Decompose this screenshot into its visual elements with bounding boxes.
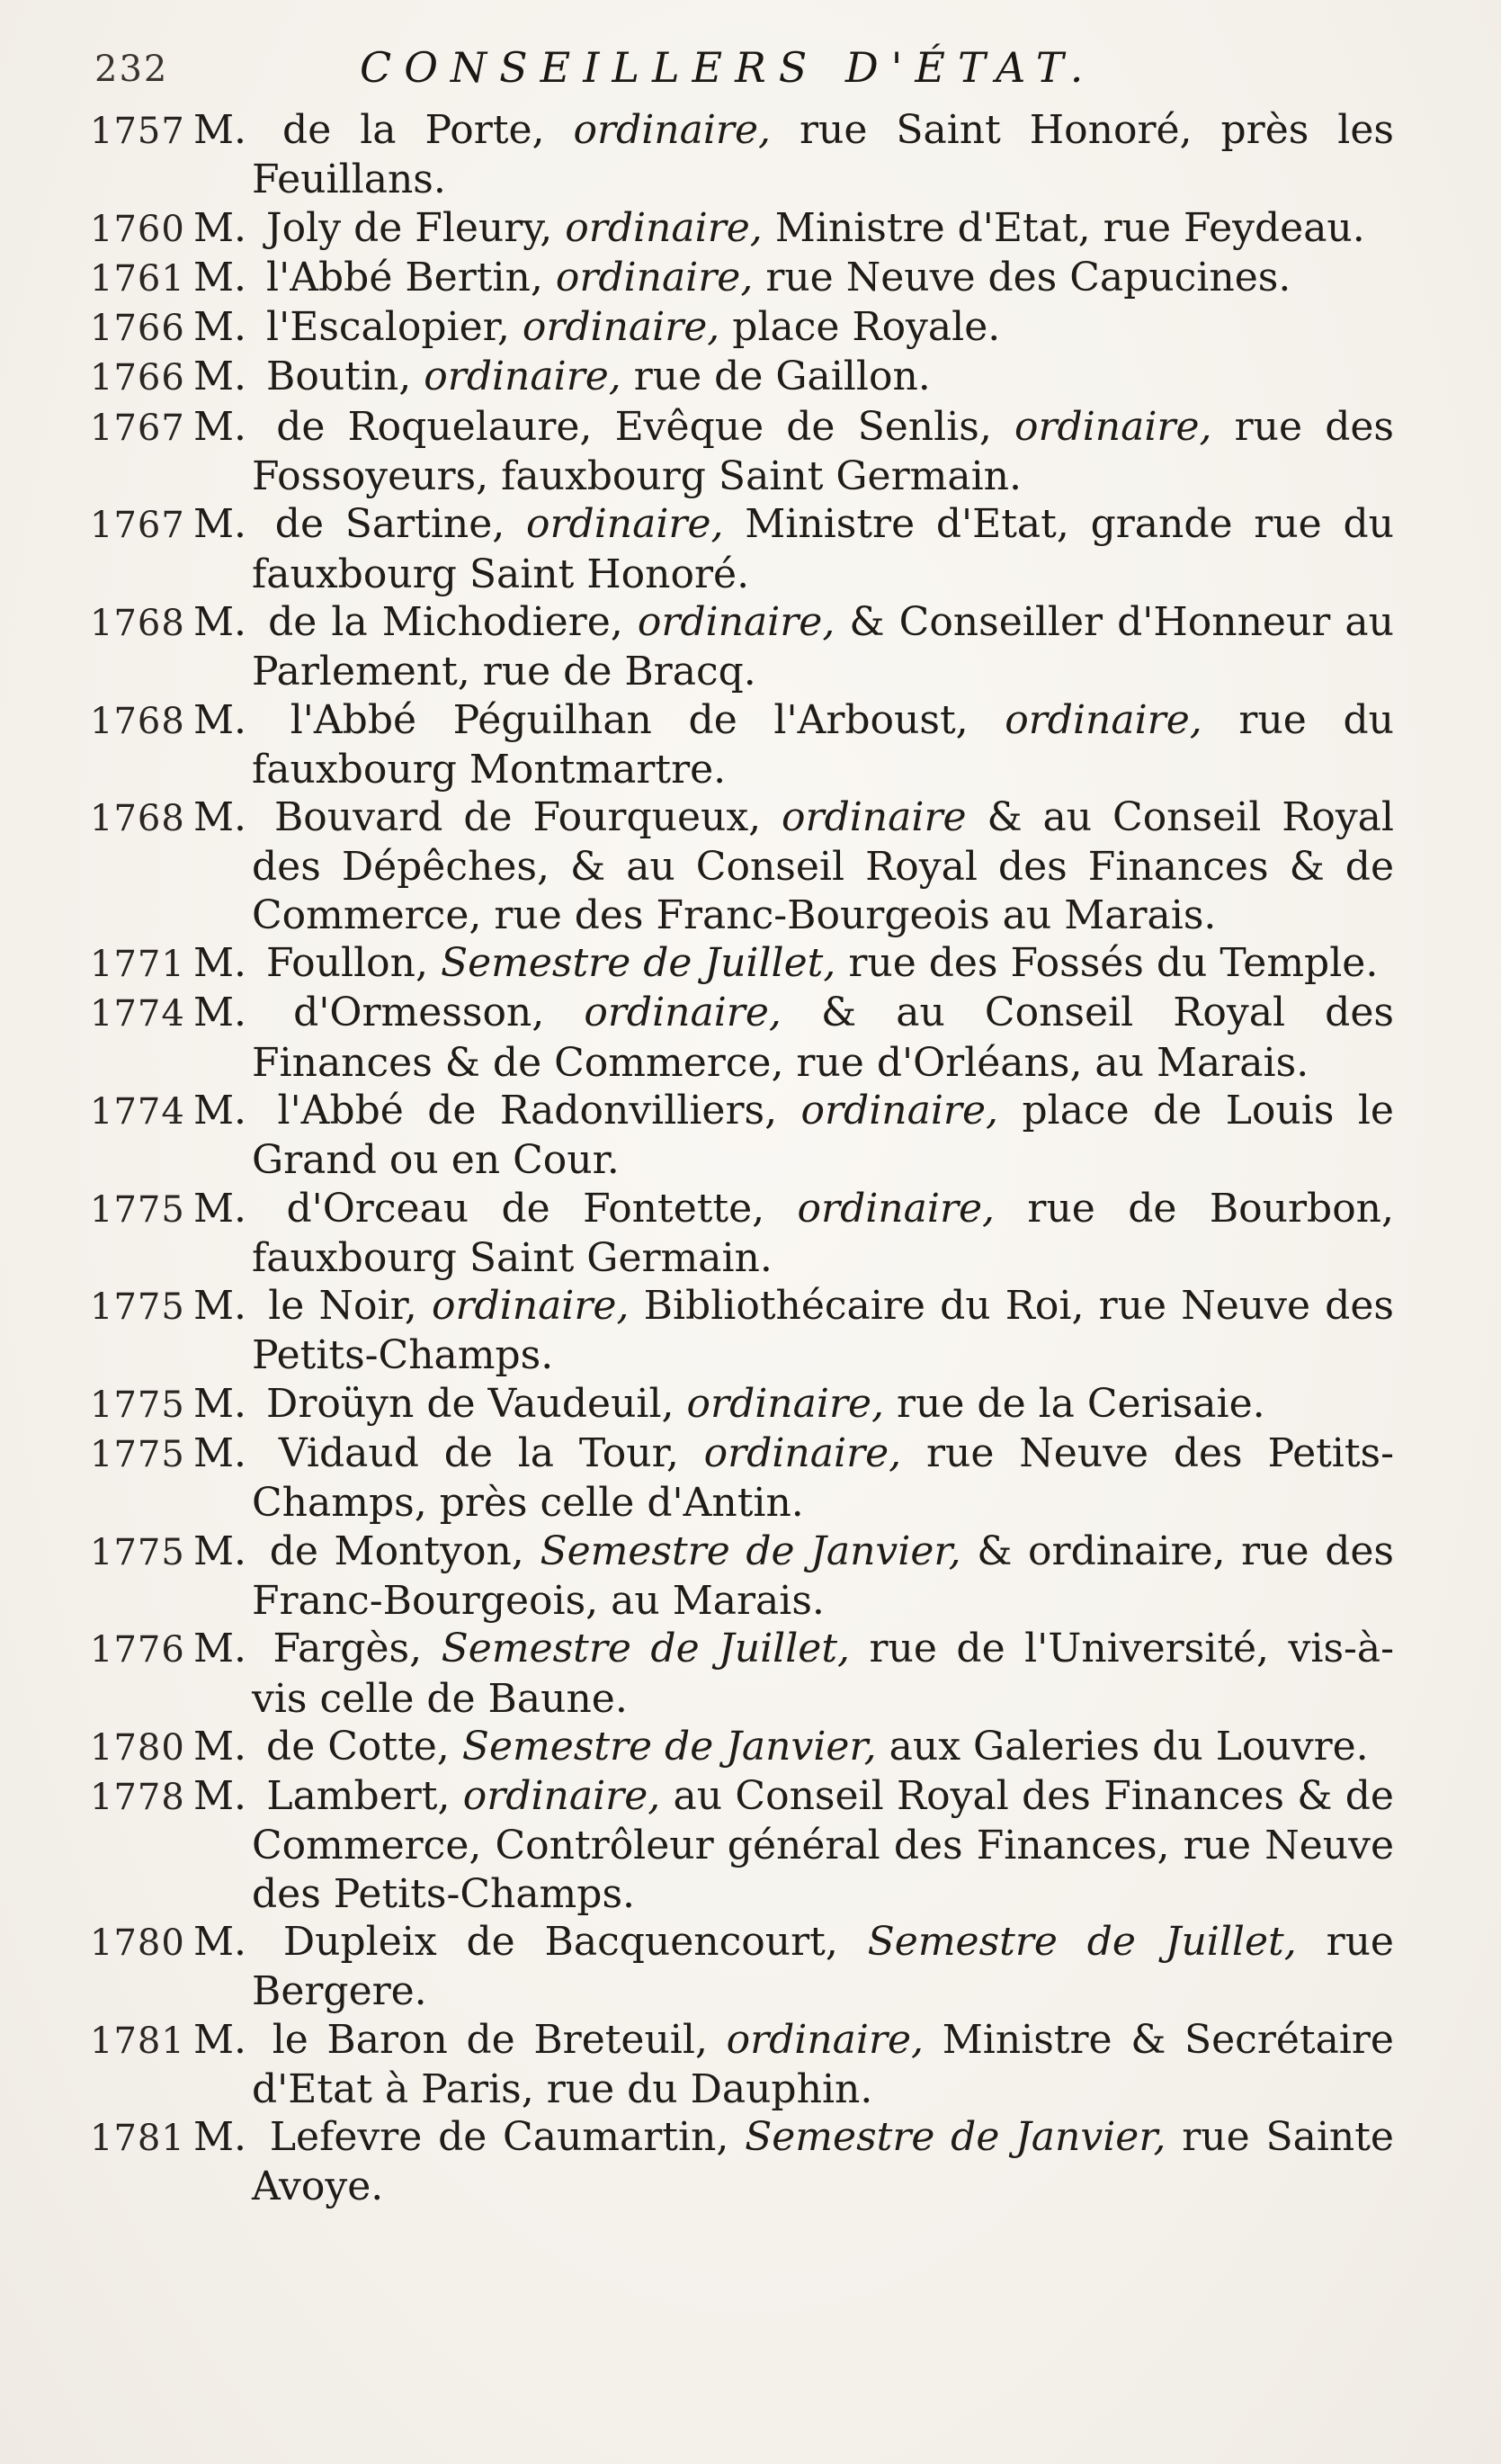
- entry-details: Bibliothécaire du Roi, rue Neuve des Petits-Champs.: [252, 1283, 1394, 1379]
- list-item: [90, 1380, 1394, 1429]
- entry-name: de Roquelaure, Evêque de Senlis,: [276, 403, 992, 450]
- entry-details: rue Neuve des Capucines.: [765, 254, 1291, 300]
- entry-office: ordinaire,: [573, 107, 771, 153]
- list-item: [90, 353, 1394, 402]
- entry-title: M.: [193, 403, 247, 450]
- entry-name: de la Porte,: [282, 107, 545, 153]
- list-item: [90, 989, 1394, 1087]
- entry-details: & au Conseil Royal des Dépêches, & au Conseil Royal des Finances & de Commerce, rue des Franc-Bourgeois au Marais.: [252, 794, 1394, 938]
- entry-office: ordinaire,: [726, 2016, 925, 2063]
- entry-year: 1767: [90, 505, 185, 547]
- entry-office: ordinaire,: [1014, 403, 1212, 450]
- entry-title: M.: [193, 990, 247, 1036]
- entry-office: ordinaire,: [555, 254, 754, 300]
- entry-details: rue Saint Honoré, près les Feuillans.: [252, 107, 1394, 203]
- entry-details: Ministre & Secrétaire d'Etat à Paris, rue du Dauphin.: [252, 2016, 1394, 2112]
- entry-name: l'Abbé Péguilhan de l'Arboust,: [290, 696, 969, 743]
- entry-year: 1768: [90, 798, 185, 840]
- entry-name: le Noir,: [268, 1283, 417, 1330]
- page-header: [94, 43, 1389, 97]
- entry-year: 1767: [90, 407, 185, 449]
- entry-title: M.: [193, 1185, 247, 1232]
- entry-office: ordinaire,: [526, 501, 724, 548]
- entry-office: ordinaire,: [462, 1773, 661, 1820]
- entry-details: place de Louis le Grand ou en Cour.: [252, 1087, 1394, 1184]
- list-item: [90, 1087, 1394, 1185]
- entry-title: M.: [193, 940, 247, 987]
- entry-year: 1780: [90, 1726, 185, 1769]
- entry-year: 1776: [90, 1629, 185, 1671]
- entry-name: de Cotte,: [266, 1723, 450, 1770]
- list-item: [90, 1185, 1394, 1283]
- entry-details: aux Galeries du Louvre.: [889, 1723, 1369, 1770]
- entry-title: M.: [193, 1380, 247, 1427]
- entry-year: 1768: [90, 700, 185, 742]
- entry-year: 1757: [90, 111, 185, 152]
- entry-title: M.: [193, 1626, 247, 1672]
- entry-office: ordinaire,: [797, 1185, 996, 1232]
- entry-year: 1766: [90, 308, 185, 350]
- list-item: [90, 500, 1394, 598]
- entry-title: M.: [193, 598, 247, 645]
- entry-name: Droüyn de Vaudeuil,: [266, 1380, 675, 1427]
- entry-name: de la Michodiere,: [268, 598, 623, 645]
- entry-office: ordinaire: [782, 794, 967, 841]
- entry-details: rue des Fossoyeurs, fauxbourg Saint Germain.: [252, 403, 1394, 500]
- entry-year: 1781: [90, 2020, 185, 2062]
- list-item: [90, 793, 1394, 939]
- entry-name: Joly de Fleury,: [266, 204, 553, 251]
- entry-details: rue de la Cerisaie.: [897, 1380, 1265, 1427]
- list-item: [90, 1429, 1394, 1528]
- list-item: [90, 1918, 1394, 2016]
- page-number: 232: [94, 49, 169, 90]
- entry-year: 1774: [90, 1090, 185, 1133]
- list-item: [90, 1282, 1394, 1380]
- entry-details: place Royale.: [732, 304, 1001, 351]
- entry-year: 1780: [90, 1922, 185, 1964]
- entry-details: rue Neuve des Petits-Champs, près celle d'Antin.: [252, 1430, 1394, 1527]
- entry-office: Semestre de Juillet,: [440, 940, 836, 987]
- entry-details: Ministre d'Etat, grande rue du fauxbourg Saint Honoré.: [252, 501, 1394, 597]
- entry-details: rue de Bourbon, fauxbourg Saint Germain.: [252, 1185, 1395, 1281]
- entry-title: M.: [193, 1723, 247, 1770]
- entry-name: Boutin,: [266, 354, 412, 400]
- entry-name: Lefevre de Caumartin,: [269, 2114, 729, 2161]
- entry-name: Foullon,: [266, 940, 428, 987]
- entry-office: Semestre de Juillet,: [441, 1626, 850, 1672]
- list-item: [90, 2113, 1394, 2211]
- entry-details: & Conseiller d'Honneur au Parlement, rue de Bracq.: [252, 598, 1394, 695]
- entry-year: 1760: [90, 208, 185, 250]
- entry-details: rue du fauxbourg Montmartre.: [252, 696, 1394, 793]
- entry-name: Lambert,: [266, 1773, 451, 1820]
- entry-title: M.: [193, 1773, 247, 1820]
- entry-office: ordinaire,: [800, 1087, 998, 1133]
- entry-name: Vidaud de la Tour,: [278, 1430, 679, 1477]
- entry-details: rue Bergere.: [252, 1918, 1394, 2015]
- entry-year: 1761: [90, 257, 185, 300]
- list-item: [90, 1772, 1394, 1918]
- entry-details: & ordinaire, rue des Franc-Bourgeois, au Marais.: [252, 1528, 1394, 1624]
- entry-year: 1778: [90, 1777, 185, 1819]
- entry-title: M.: [193, 1283, 247, 1330]
- entry-office: Semestre de Juillet,: [867, 1918, 1297, 1965]
- entry-name: Bouvard de Fourqueux,: [273, 794, 762, 841]
- entry-name: de Sartine,: [274, 501, 505, 548]
- entry-year: 1775: [90, 1434, 185, 1476]
- entry-title: M.: [193, 696, 247, 743]
- entry-year: 1775: [90, 1384, 185, 1426]
- entry-office: Semestre de Janvier,: [745, 2114, 1166, 2161]
- list-item: [90, 303, 1394, 353]
- entry-details: rue de Gaillon.: [633, 354, 931, 400]
- entry-title: M.: [193, 1528, 247, 1574]
- entry-name: d'Orceau de Fontette,: [286, 1185, 765, 1232]
- entry-details: rue des Fossés du Temple.: [848, 940, 1379, 987]
- entry-name: Fargès,: [273, 1626, 423, 1672]
- entry-title: M.: [193, 2114, 247, 2161]
- entry-office: ordinaire,: [703, 1430, 902, 1477]
- entry-name: l'Abbé Bertin,: [266, 254, 543, 300]
- entry-office: ordinaire,: [584, 990, 782, 1036]
- entry-year: 1774: [90, 993, 185, 1035]
- entry-office: ordinaire,: [565, 204, 763, 251]
- list-item: [90, 204, 1394, 254]
- list-item: [90, 1625, 1394, 1723]
- entry-details: au Conseil Royal des Finances & de Commerce, Contrôleur général des Finances, rue Neuve des Petits-Champs.: [252, 1773, 1394, 1917]
- entry-name: d'Ormesson,: [293, 990, 545, 1036]
- entry-year: 1766: [90, 357, 185, 399]
- entry-name: l'Escalopier,: [266, 304, 510, 351]
- entry-title: M.: [193, 794, 247, 841]
- entries-list: [90, 106, 1394, 2211]
- entry-name: de Montyon,: [269, 1528, 524, 1574]
- entry-office: ordinaire,: [522, 304, 720, 351]
- entry-year: 1781: [90, 2118, 185, 2160]
- list-item: [90, 1528, 1394, 1626]
- entry-name: le Baron de Breteuil,: [272, 2016, 708, 2063]
- entry-title: M.: [193, 204, 247, 251]
- entry-name: Dupleix de Bacquencourt,: [282, 1918, 838, 1965]
- entry-title: M.: [193, 254, 247, 300]
- running-title: CONSEILLERS D'ÉTAT.: [360, 43, 1096, 92]
- entry-year: 1771: [90, 944, 185, 986]
- list-item: [90, 403, 1394, 501]
- list-item: [90, 696, 1394, 794]
- entry-title: M.: [193, 2016, 247, 2063]
- entry-year: 1775: [90, 1286, 185, 1329]
- list-item: [90, 1723, 1394, 1772]
- entry-title: M.: [193, 107, 247, 153]
- entry-title: M.: [193, 501, 247, 548]
- entry-title: M.: [193, 1918, 247, 1965]
- entry-office: ordinaire,: [431, 1283, 630, 1330]
- entry-office: ordinaire,: [686, 1380, 885, 1427]
- list-item: [90, 2016, 1394, 2114]
- entry-title: M.: [193, 354, 247, 400]
- entry-details: rue Sainte Avoye.: [252, 2114, 1394, 2210]
- entry-office: ordinaire,: [637, 598, 835, 645]
- list-item: [90, 106, 1394, 204]
- entry-year: 1775: [90, 1531, 185, 1573]
- entry-details: & au Conseil Royal des Finances & de Commerce, rue d'Orléans, au Marais.: [252, 990, 1394, 1086]
- entry-office: Semestre de Janvier,: [461, 1723, 877, 1770]
- entry-year: 1775: [90, 1188, 185, 1231]
- list-item: [90, 254, 1394, 303]
- list-item: [90, 598, 1394, 696]
- entry-title: M.: [193, 1087, 247, 1133]
- entry-office: ordinaire,: [424, 354, 621, 400]
- entry-details: Ministre d'Etat, rue Feydeau.: [774, 204, 1365, 251]
- entry-office: Semestre de Janvier,: [540, 1528, 961, 1574]
- entry-title: M.: [193, 304, 247, 351]
- list-item: [90, 939, 1394, 989]
- entry-name: l'Abbé de Radonvilliers,: [277, 1087, 778, 1133]
- entry-title: M.: [193, 1430, 247, 1477]
- entry-details: rue de l'Université, vis-à-vis celle de Baune.: [252, 1626, 1394, 1722]
- entry-office: ordinaire,: [1005, 696, 1202, 743]
- entry-year: 1768: [90, 602, 185, 644]
